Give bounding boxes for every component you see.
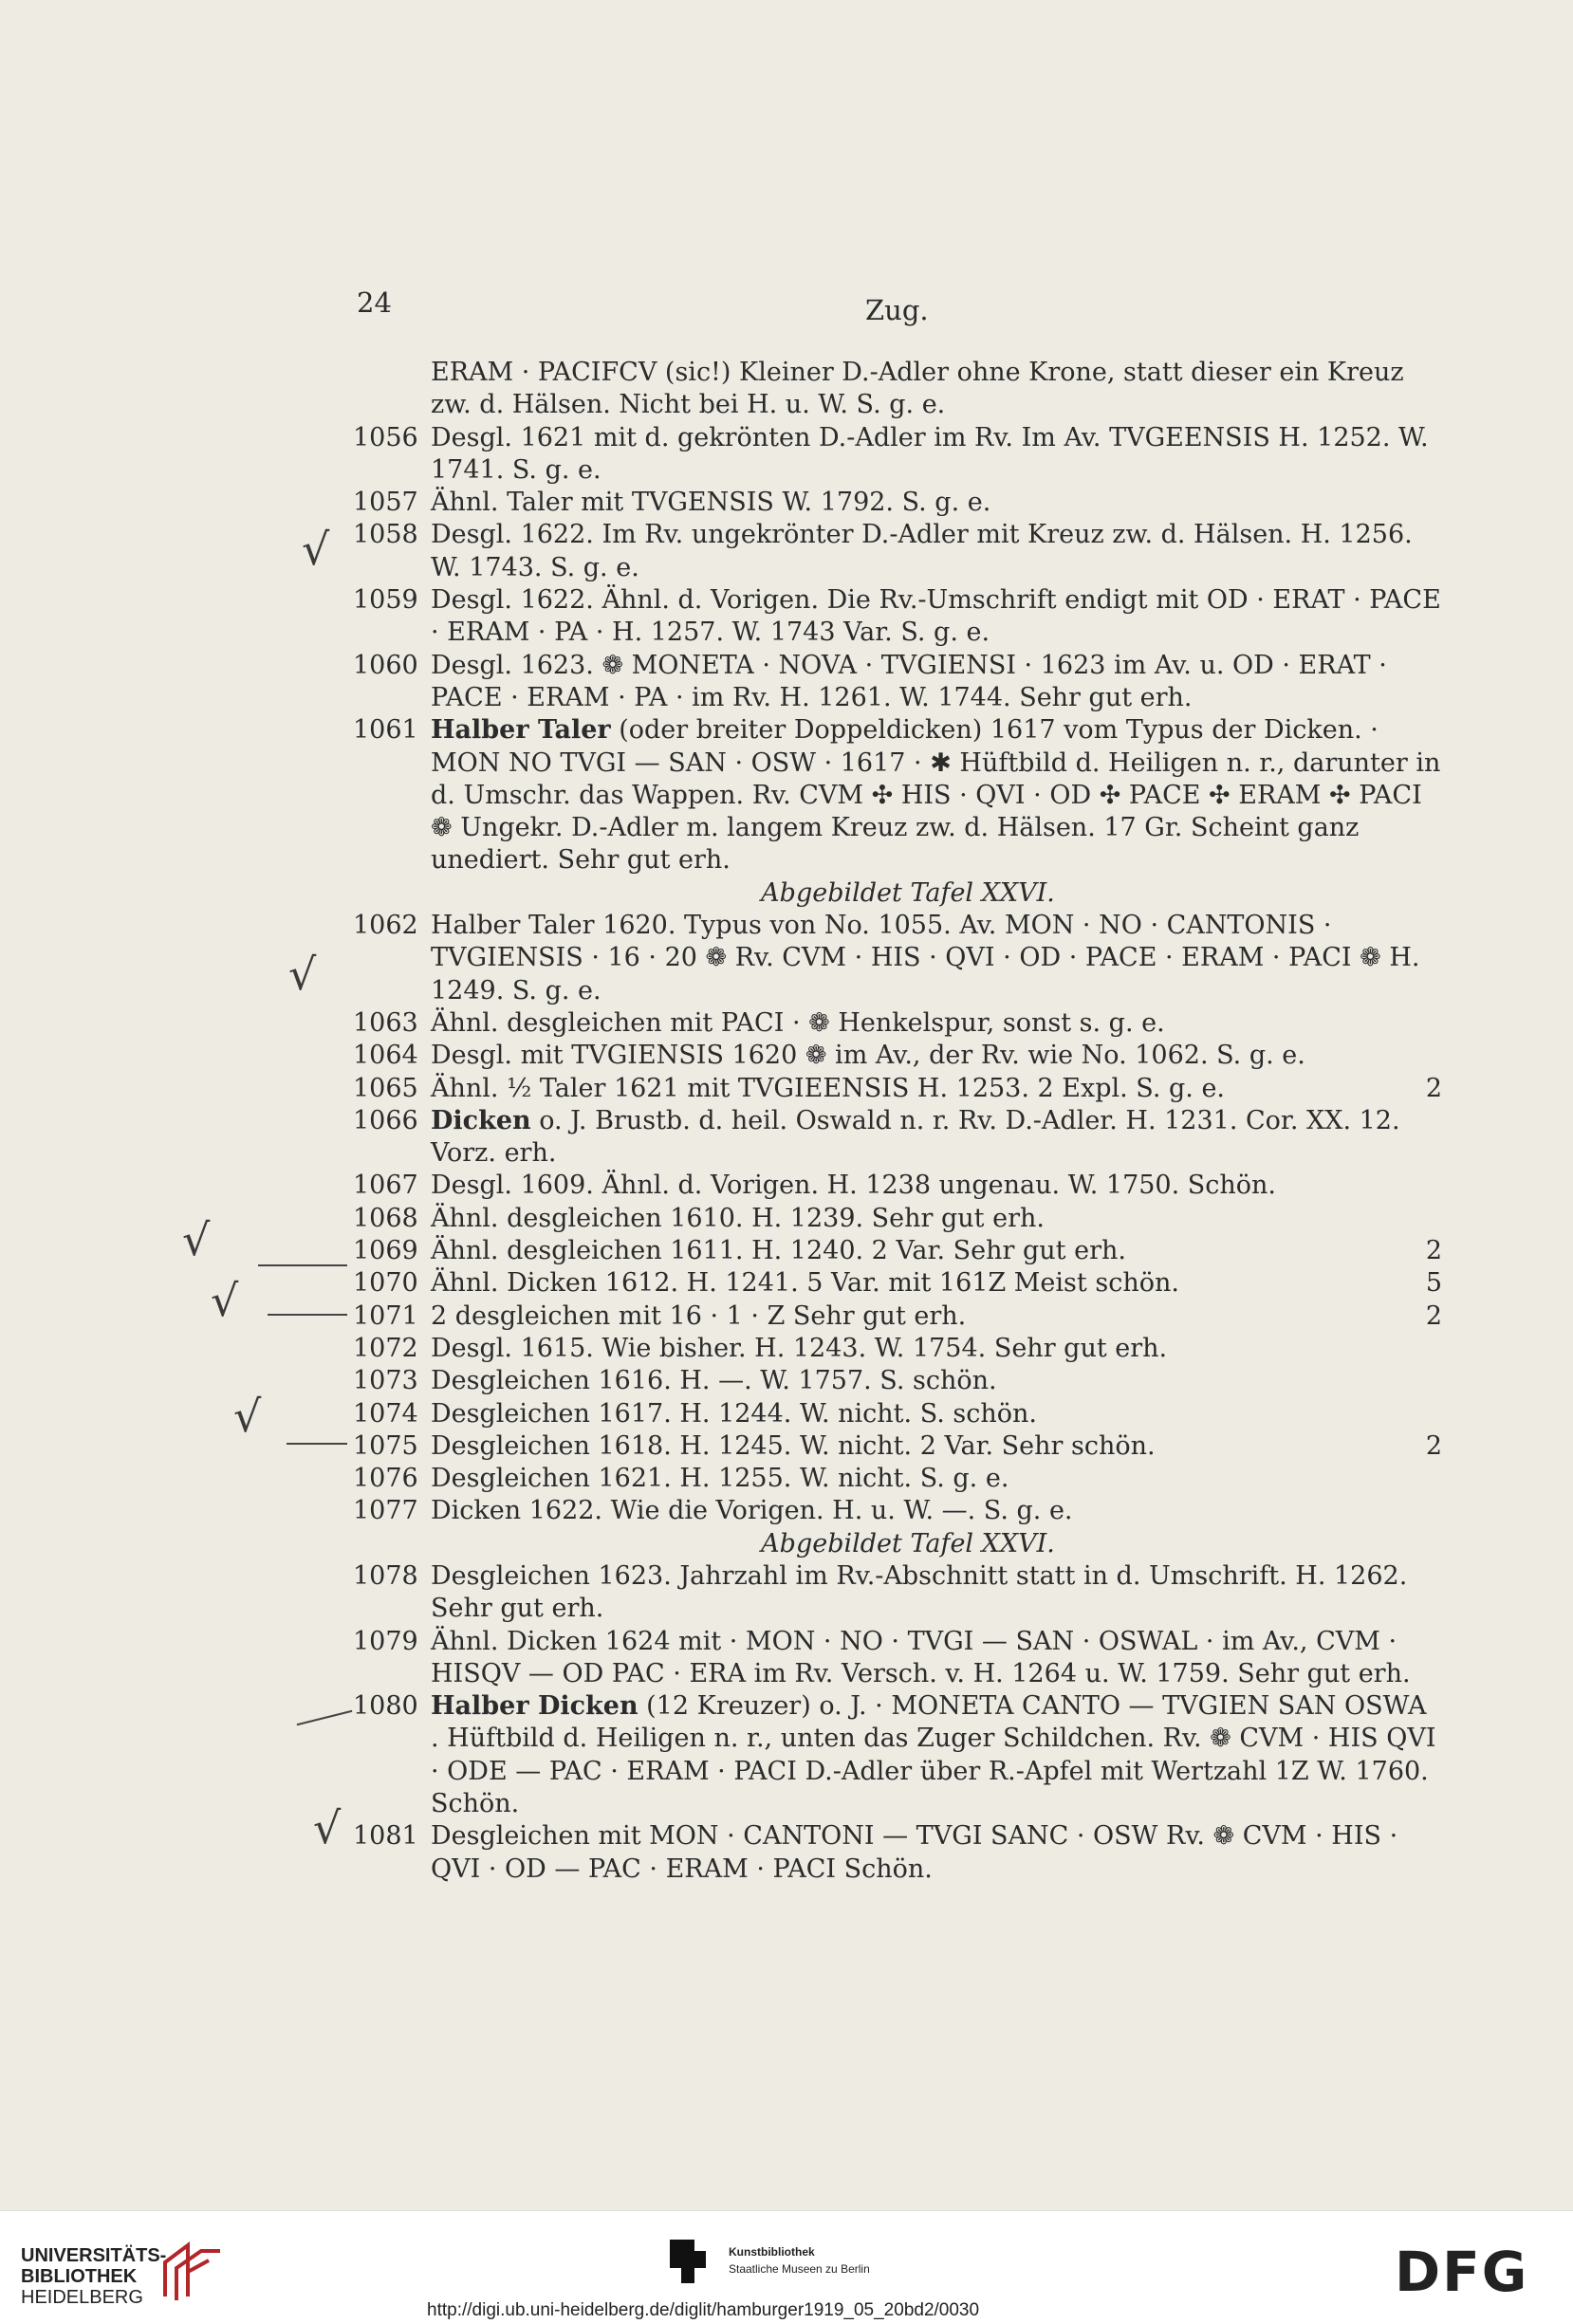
entry-text xyxy=(431,1073,1442,1105)
entry-description: ERAM · PACIFCV (sic!) Kleiner D.-Adler ohne Krone, statt dieser ein Kreuz zw. d. Hälsen. Nicht bei H. u. W. S. g. e. xyxy=(431,358,1404,420)
plate-caption: Abgebildet Tafel XXVI. xyxy=(761,877,1055,908)
entry-number: 1068 xyxy=(353,1203,418,1233)
entry-number: 1059 xyxy=(353,585,418,616)
entry-text xyxy=(431,487,1442,519)
entry-number: 1056 xyxy=(353,422,418,452)
entry-number: 1072 xyxy=(353,1333,418,1363)
entry-description: o. J. Brustb. d. heil. Oswald n. r. Rv. D.-Adler. H. 1231. Cor. XX. 12. Vorz. erh. xyxy=(431,1105,1400,1169)
catalog-entry xyxy=(353,1300,1442,1333)
handwritten-check-mark: √ xyxy=(182,1214,211,1265)
entry-description: Desgl. 1623. ❁ MONETA · NOVA · TVGIENSI · 1623 im Av. u. OD · ERAT · PACE · ERAM · PA · im Rv. H. 1261. W. 1744. Sehr gut erh. xyxy=(431,650,1387,712)
entry-description: (12 Kreuzer) o. J. · MONETA CANTO — TVGIEN SAN OSWA . Hüftbild d. Heiligen n. r., unten das Zuger Schildchen. Rv. ❁ CVM · HIS QVI · ODE — PAC · ERAM · PACI D.-Adler über R.-Apfel mit Wertzahl 1Z W. 1760. Schön. xyxy=(431,1691,1436,1819)
entry-text xyxy=(431,1430,1442,1463)
entry-description: Ähnl. Taler mit TVGENSIS W. 1792. S. g. e. xyxy=(431,488,991,518)
entry-description: Desgleichen 1617. H. 1244. W. nicht. S. schön. xyxy=(431,1398,1037,1429)
entry-description: Halber Taler 1620. Typus von No. 1055. Av. MON · NO · CANTONIS · TVGIENSIS · 16 · 20 ❁ Rv. CVM · HIS · QVI · OD · PACE · ERAM · PACI ❁ H. 1249. S. g. e. xyxy=(431,911,1420,1005)
entry-text xyxy=(431,1398,1442,1430)
entry-text xyxy=(431,1560,1442,1626)
entry-description: Ähnl. Dicken 1624 mit · MON · NO · TVGI — SAN · OSWAL · im Av., CVM · HISQV — OD PAC · ERA im Rv. Versch. v. H. 1264 u. W. 1759. Sehr gut erh. xyxy=(431,1626,1411,1688)
entry-number: 1076 xyxy=(353,1464,418,1494)
entry-description: Desgl. 1615. Wie bisher. H. 1243. W. 1754. Sehr gut erh. xyxy=(431,1333,1168,1363)
entry-text xyxy=(431,1235,1442,1267)
entry-description: Desgleichen 1623. Jahrzahl im Rv.-Abschnitt statt in d. Umschrift. H. 1262. Sehr gut erh. xyxy=(431,1560,1408,1624)
entry-text xyxy=(431,1105,1442,1171)
entry-heading: Dicken xyxy=(431,1105,531,1135)
entry-text xyxy=(431,1495,1442,1527)
entry-heading: Halber Dicken xyxy=(431,1691,638,1722)
university-line: HEIDELBERG xyxy=(21,2287,143,2308)
handwritten-check-mark: √ xyxy=(211,1275,239,1326)
entry-text xyxy=(431,650,1442,715)
catalog-entry xyxy=(353,422,1442,488)
entry-text xyxy=(431,1690,1442,1820)
handwritten-check-mark: √ xyxy=(302,524,330,575)
entry-number: 1079 xyxy=(353,1626,418,1656)
handwritten-check-mark: √ xyxy=(233,1391,262,1442)
entry-number: 1074 xyxy=(353,1398,418,1429)
entry-number: 1069 xyxy=(353,1236,418,1266)
entry-description: Desgl. 1621 mit d. gekrönten D.-Adler im Rv. Im Av. TVGEENSIS H. 1252. W. 1741. S. g. e. xyxy=(431,422,1429,485)
entry-number: 1077 xyxy=(353,1496,418,1526)
catalog-entry xyxy=(353,1626,1442,1691)
entry-description: Desgleichen mit MON · CANTONI — TVGI SANC · OSW Rv. ❁ CVM · HIS · QVI · OD — PAC · ERAM · PACI Schön. xyxy=(431,1821,1398,1884)
catalog-entry xyxy=(353,1007,1442,1040)
handwritten-line xyxy=(258,1264,347,1266)
entry-text xyxy=(431,422,1442,488)
entry-description: Ähnl. desgleichen 1611. H. 1240. 2 Var. Sehr gut erh. xyxy=(431,1236,1126,1266)
entry-description: Dicken 1622. Wie die Vorigen. H. u. W. —. S. g. e. xyxy=(431,1496,1073,1526)
entry-description: Desgleichen 1618. H. 1245. W. nicht. 2 Var. Sehr schön. xyxy=(431,1430,1156,1461)
handwritten-line xyxy=(268,1314,347,1316)
catalog-entry xyxy=(353,1430,1442,1463)
catalog-entry xyxy=(353,1203,1442,1235)
catalog-entry xyxy=(353,487,1442,519)
entry-number: 1080 xyxy=(353,1691,418,1722)
piece-count: 2 xyxy=(1425,1430,1442,1461)
entry-number: 1063 xyxy=(353,1007,418,1038)
university-library-label xyxy=(21,2245,166,2308)
catalog-entry xyxy=(353,1267,1442,1300)
catalog-entry xyxy=(353,714,1442,910)
catalog-entry xyxy=(353,1170,1442,1202)
entry-description: Desgl. mit TVGIENSIS 1620 ❁ im Av., der Rv. wie No. 1062. S. g. e. xyxy=(431,1041,1305,1071)
entry-text xyxy=(431,519,1442,584)
entry-description: Desgleichen 1616. H. —. W. 1757. S. schön. xyxy=(431,1366,997,1396)
entry-number: 1062 xyxy=(353,911,418,941)
catalog-entry xyxy=(353,1235,1442,1267)
piece-count: 2 xyxy=(1425,1236,1442,1266)
handwritten-line xyxy=(287,1443,347,1445)
university-line: UNIVERSITÄTS- xyxy=(21,2245,167,2266)
entry-number: 1071 xyxy=(353,1300,418,1331)
entry-number: 1060 xyxy=(353,650,418,680)
entry-number: 1066 xyxy=(353,1105,418,1135)
catalog-entry xyxy=(353,1040,1442,1072)
catalog-entry xyxy=(353,1820,1442,1886)
entry-text xyxy=(431,1203,1442,1235)
kunstbibliothek-logo-icon xyxy=(670,2240,706,2283)
handwritten-check-mark: √ xyxy=(313,1802,342,1854)
entry-number: 1064 xyxy=(353,1041,418,1071)
entry-number: 1075 xyxy=(353,1430,418,1461)
entry-text xyxy=(431,1463,1442,1495)
entry-text xyxy=(431,357,1442,422)
catalog-entry xyxy=(353,519,1442,584)
catalog-entry xyxy=(353,1560,1442,1626)
piece-count: 2 xyxy=(1425,1073,1442,1103)
entry-description: Desgleichen 1621. H. 1255. W. nicht. S. g. e. xyxy=(431,1464,1009,1494)
catalog-entry xyxy=(353,1073,1442,1105)
catalog-entry xyxy=(353,650,1442,715)
entry-description: Desgl. 1622. Ähnl. d. Vorigen. Die Rv.-Umschrift endigt mit OD · ERAT · PACE · ERAM · PA · H. 1257. W. 1743 Var. S. g. e. xyxy=(431,585,1441,648)
entry-description: 2 desgleichen mit 16 · 1 · Z Sehr gut erh. xyxy=(431,1300,967,1331)
entry-text xyxy=(431,1040,1442,1072)
dfg-logo: DFG xyxy=(1395,2240,1529,2304)
kunstbibliothek-subtitle: Staatliche Museen zu Berlin xyxy=(729,2262,870,2276)
entry-text xyxy=(431,1333,1442,1365)
catalog-entry xyxy=(353,1398,1442,1430)
piece-count: 2 xyxy=(1425,1300,1442,1331)
entry-description: Ähnl. desgleichen 1610. H. 1239. Sehr gut erh. xyxy=(431,1203,1045,1233)
entry-text xyxy=(431,714,1442,876)
plate-caption: Abgebildet Tafel XXVI. xyxy=(761,1528,1055,1559)
university-line: BIBLIOTHEK xyxy=(21,2266,138,2287)
entry-text xyxy=(431,1300,1442,1333)
page-title: Zug. xyxy=(865,294,929,326)
catalog-entry xyxy=(353,1105,1442,1171)
entry-number: 1067 xyxy=(353,1171,418,1201)
entry-description: Ähnl. Dicken 1612. H. 1241. 5 Var. mit 161Z Meist schön. xyxy=(431,1268,1179,1299)
kunstbibliothek-label xyxy=(729,2243,870,2278)
entry-number: 1081 xyxy=(353,1821,418,1852)
entry-number: 1057 xyxy=(353,488,418,518)
page-number: 24 xyxy=(357,286,392,319)
entry-text xyxy=(431,584,1442,650)
catalog-entry xyxy=(353,1463,1442,1495)
entry-number: 1078 xyxy=(353,1560,418,1591)
entry-number: 1073 xyxy=(353,1366,418,1396)
catalog-entry xyxy=(353,1365,1442,1397)
entry-number: 1065 xyxy=(353,1073,418,1103)
catalog-entry xyxy=(353,584,1442,650)
entry-number: 1061 xyxy=(353,715,418,746)
entry-number: 1058 xyxy=(353,520,418,550)
entry-text xyxy=(431,1267,1442,1300)
entry-text xyxy=(431,1170,1442,1202)
entry-text xyxy=(431,1820,1442,1886)
catalog-entry xyxy=(353,1333,1442,1365)
entry-text xyxy=(431,1626,1442,1691)
entry-text xyxy=(431,910,1442,1007)
entry-text xyxy=(431,1007,1442,1040)
kunstbibliothek-name: Kunstbibliothek xyxy=(729,2245,815,2259)
source-url[interactable]: http://digi.ub.uni-heidelberg.de/diglit/hamburger1919_05_20bd2/0030 xyxy=(427,2300,980,2320)
footer-bar xyxy=(0,2210,1573,2324)
entry-description: Desgl. 1609. Ähnl. d. Vorigen. H. 1238 ungenau. W. 1750. Schön. xyxy=(431,1171,1276,1201)
handwritten-check-mark: √ xyxy=(288,949,317,1000)
handwritten-line xyxy=(297,1710,353,1725)
entry-text xyxy=(431,1365,1442,1397)
catalog-entries xyxy=(353,357,1442,1886)
entry-description: Desgl. 1622. Im Rv. ungekrönter D.-Adler mit Kreuz zw. d. Hälsen. H. 1256. W. 1743. S. g. e. xyxy=(431,520,1413,582)
university-logo-icon xyxy=(159,2240,226,2306)
catalog-entry xyxy=(353,910,1442,1007)
entry-number: 1070 xyxy=(353,1268,418,1299)
entry-description: Ähnl. desgleichen mit PACI · ❁ Henkelspur, sonst s. g. e. xyxy=(431,1007,1165,1038)
piece-count: 5 xyxy=(1425,1268,1442,1299)
catalog-entry xyxy=(353,357,1442,422)
catalog-entry xyxy=(353,1690,1442,1820)
entry-heading: Halber Taler xyxy=(431,715,611,746)
catalog-entry xyxy=(353,1495,1442,1560)
entry-description: Ähnl. ½ Taler 1621 mit TVGIEENSIS H. 1253. 2 Expl. S. g. e. xyxy=(431,1073,1226,1103)
entry-description: (oder breiter Doppeldicken) 1617 vom Typus der Dicken. · MON NO TVGI — SAN · OSW · 1617 · ✱ Hüftbild d. Heiligen n. r., darunter in d. Umschr. das Wappen. Rv. CVM ✣ HIS · QVI · OD ✣ PACE ✣ ERAM ✣ PACI ❁ Ungekr. D.-Adler m. langem Kreuz zw. d. Hälsen. 17 Gr. Scheint ganz unediert. Sehr gut erh. xyxy=(431,715,1441,876)
